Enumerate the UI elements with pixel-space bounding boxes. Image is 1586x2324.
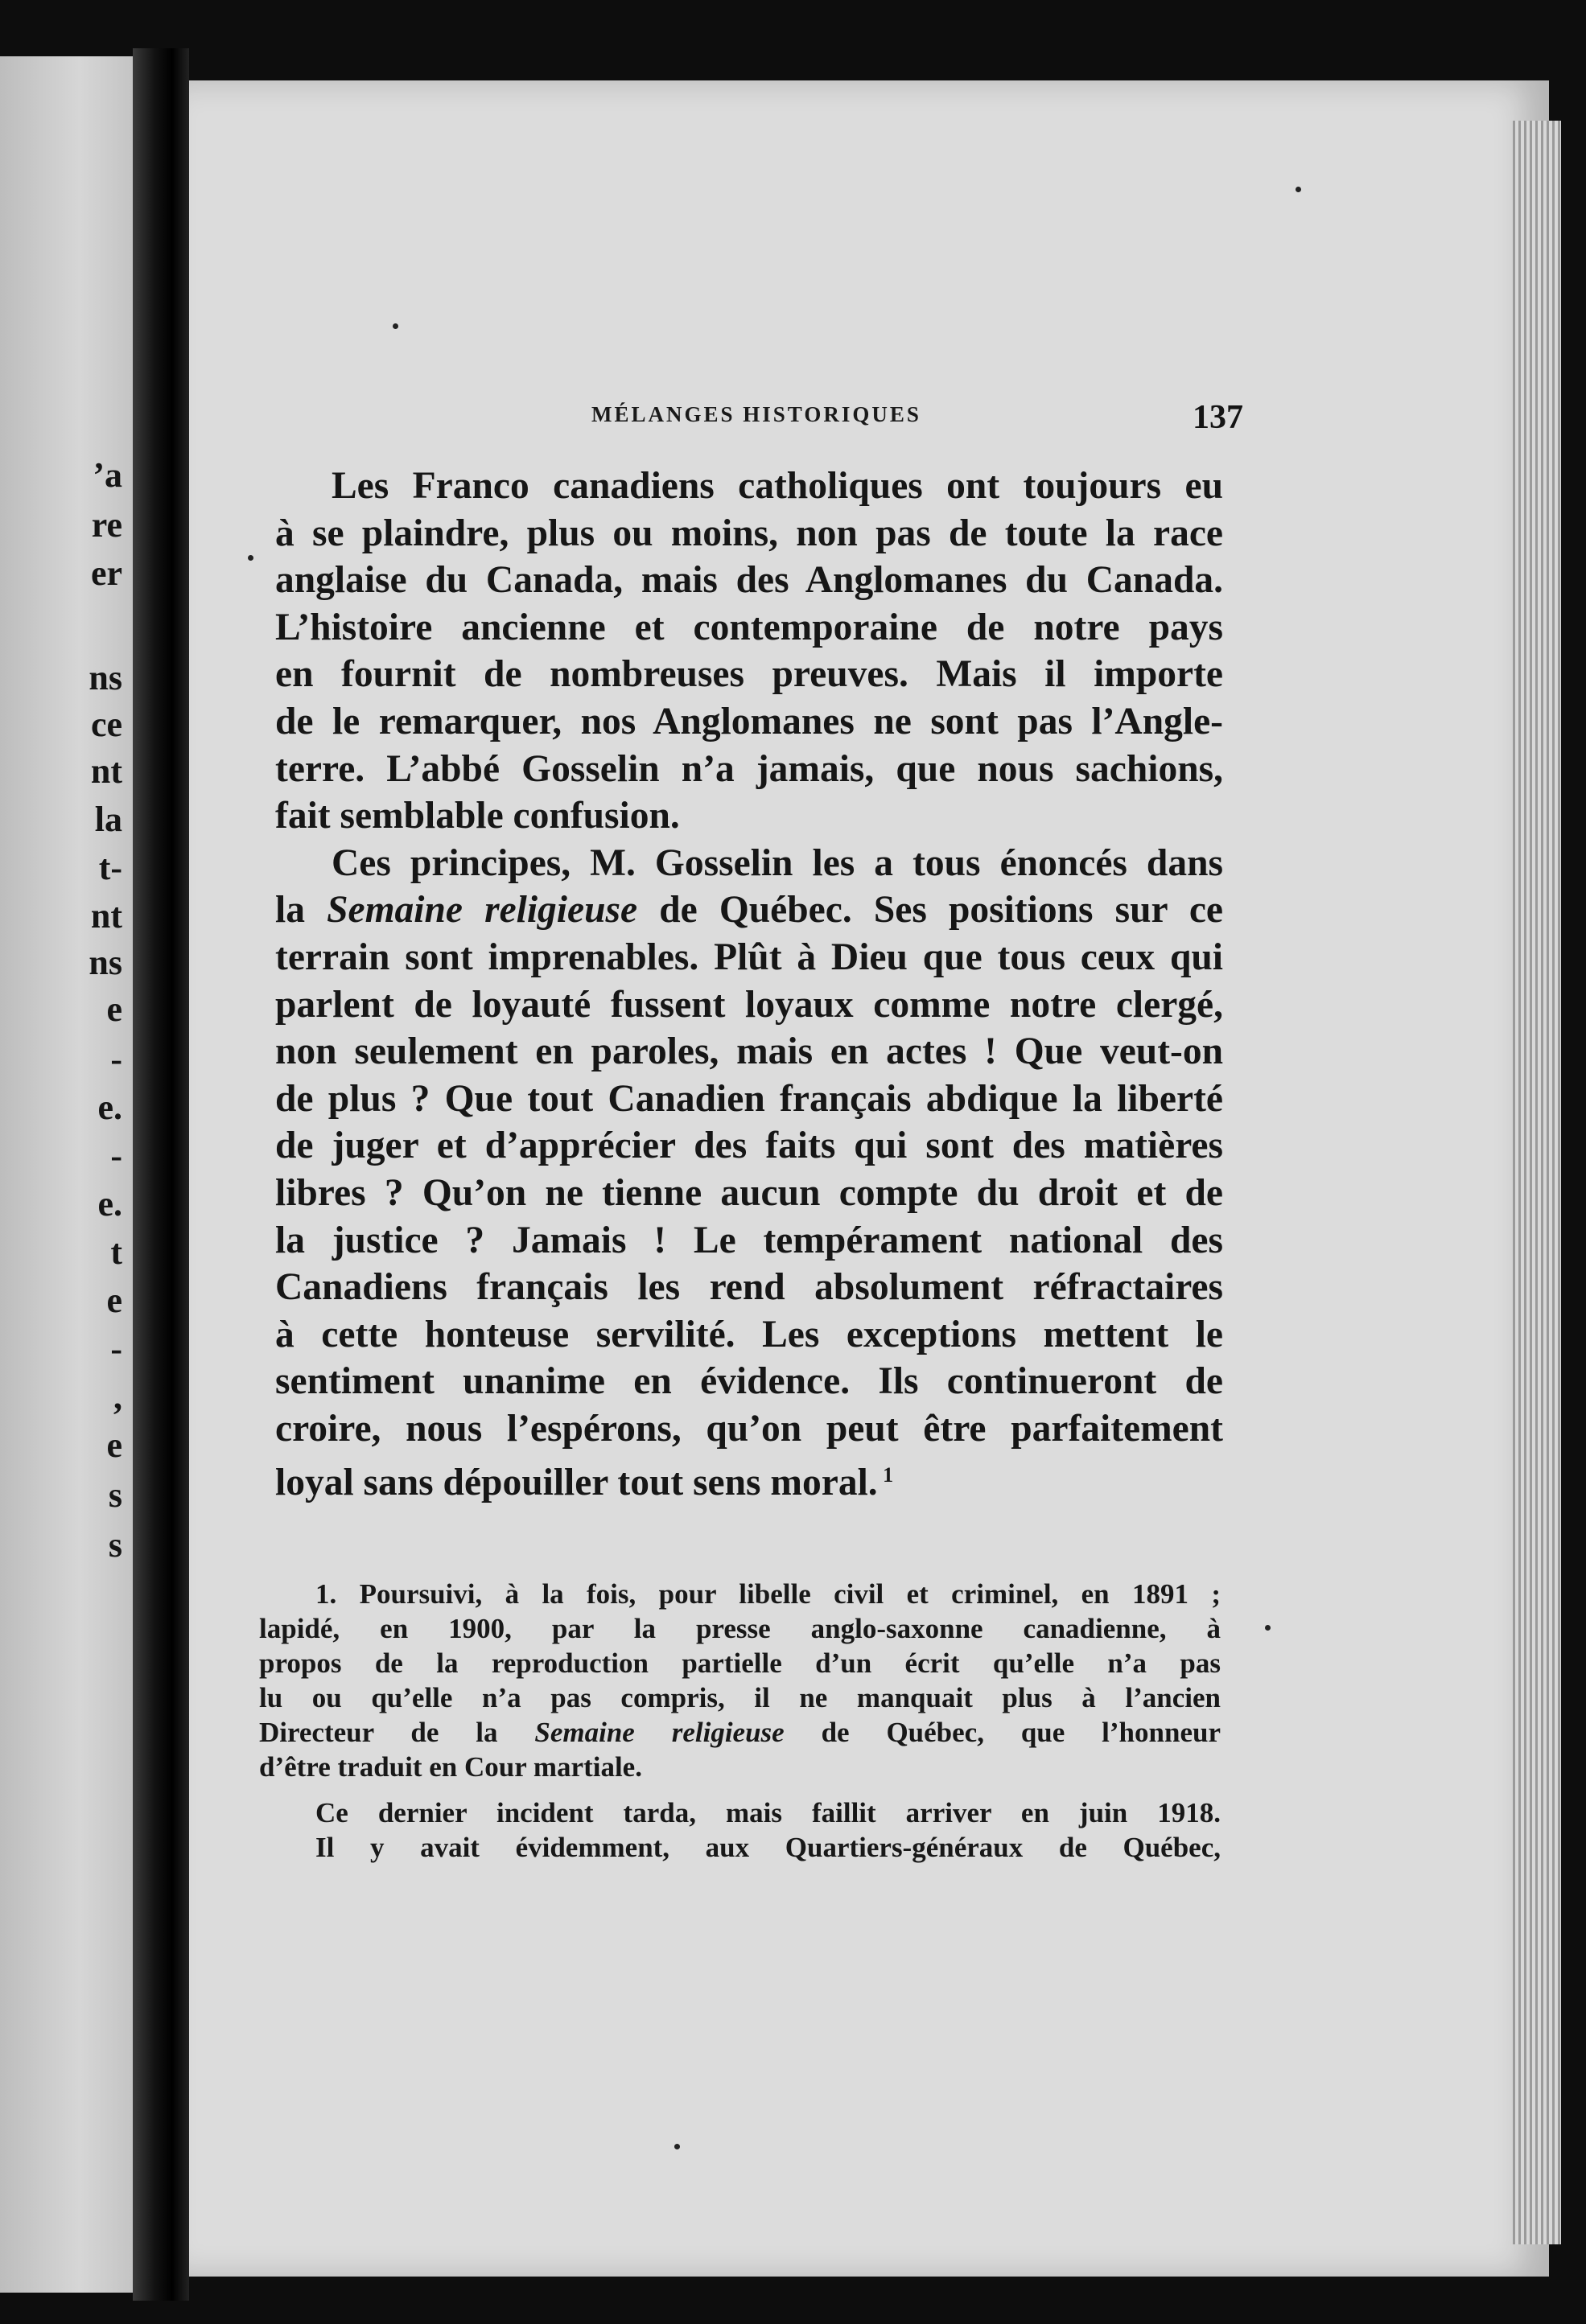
speck <box>1265 1625 1271 1631</box>
footnote-line: propos de la reproduction partielle d’un écrit qu’elle n’a pas <box>259 1647 1221 1679</box>
left-page-fragment: e <box>106 1425 122 1465</box>
left-page-fragment: - <box>110 1039 122 1079</box>
body-line: croire, nous l’espérons, qu’on peut être parfaitement <box>275 1407 1223 1450</box>
left-page-fragment: e. <box>97 1088 122 1127</box>
body-line: loyal sans dépouiller tout sens moral. $^1$ <box>275 1462 894 1504</box>
body-line: terrain sont imprenables. Plût à Dieu que tous ceux qui <box>275 936 1223 978</box>
page-number: 137 <box>1193 399 1243 436</box>
body-line: en fournit de nombreuses preuves. Mais il importe <box>275 653 1223 696</box>
body-line: parlent de loyauté fussent loyaux comme notre clergé, <box>275 983 1223 1026</box>
footnote-line: lapidé, en 1900, par la presse anglo-saxonne canadienne, à <box>259 1613 1221 1644</box>
body-line: terre. L’abbé Gosselin n’a jamais, que nous sachions, <box>275 747 1223 790</box>
footnote-line: d’être traduit en Cour martiale. <box>259 1751 642 1783</box>
left-page-fragment: , <box>113 1377 122 1417</box>
left-page-fragment: t <box>110 1232 122 1272</box>
speck <box>674 2144 680 2149</box>
footnote-line: Ce dernier incident tarda, mais faillit arriver en juin 1918. <box>315 1797 1221 1828</box>
body-line: fait semblable confusion. <box>275 795 680 837</box>
left-page-fragment: t- <box>98 848 122 887</box>
left-page-fragment: e. <box>97 1184 122 1224</box>
left-page-fragment: er <box>90 553 122 593</box>
body-line: la Semaine religieuse de Québec. Ses positions sur ce <box>275 889 1224 932</box>
left-page-fragment: ’a <box>93 455 122 495</box>
body-line: L’histoire ancienne et contemporaine de notre pays <box>275 606 1223 648</box>
left-page-fragment: - <box>110 1329 122 1368</box>
left-page-fragment: - <box>110 1136 122 1175</box>
body-text <box>275 463 1223 1507</box>
left-page-fragment: nt <box>90 896 122 936</box>
body-line: Les Franco canadiens catholiques ont toujours eu <box>332 465 1223 507</box>
body-line: de plus ? Que tout Canadien français abdique la liberté <box>275 1077 1223 1120</box>
left-page-fragment: ce <box>90 705 122 744</box>
footnote-line: 1. Poursuivi, à la fois, pour libelle civil et criminel, en 1891 ; <box>315 1578 1221 1610</box>
left-page-fragment: e <box>106 989 122 1029</box>
left-page-edge <box>0 56 133 2293</box>
left-page-fragment: e <box>106 1281 122 1320</box>
body-line: à cette honteuse servilité. Les exceptions mettent le <box>275 1313 1223 1355</box>
left-page-fragment: re <box>91 505 122 545</box>
footnotes <box>259 1577 1221 1865</box>
body-line: à se plaindre, plus ou moins, non pas de toute la race <box>275 512 1223 554</box>
left-page-fragment: s <box>108 1475 122 1515</box>
left-page-fragment: la <box>94 800 122 839</box>
running-header: MÉLANGES HISTORIQUES <box>591 402 921 426</box>
left-page-fragment: ns <box>89 658 122 697</box>
speck <box>393 323 398 329</box>
body-line: de le remarquer, nos Anglomanes ne sont pas l’Angle- <box>275 700 1223 742</box>
footnote-line: Il y avait évidemment, aux Quartiers-généraux de Québec, <box>315 1832 1221 1863</box>
body-line: sentiment unanime en évidence. Ils continueront de <box>275 1360 1223 1403</box>
body-line: anglaise du Canada, mais des Anglomanes du Canada. <box>275 559 1223 602</box>
footnote-line: Directeur de la Semaine religieuse de Québec, que l’honneur <box>259 1717 1221 1748</box>
speck <box>248 555 253 561</box>
body-line: Canadiens français les rend absolument réfractaires <box>275 1266 1223 1309</box>
footnote-line: lu ou qu’elle n’a pas compris, il ne manquait plus à l’ancien <box>259 1682 1221 1713</box>
left-page-fragment: ns <box>89 943 122 982</box>
body-line: de juger et d’apprécier des faits qui sont des matières <box>275 1125 1223 1167</box>
left-page-fragment: nt <box>90 751 122 791</box>
body-line: libres ? Qu’on ne tienne aucun compte du droit et de <box>275 1171 1223 1214</box>
body-line: Ces principes, M. Gosselin les a tous énoncés dans <box>332 841 1223 884</box>
body-line: non seulement en paroles, mais en actes ! Que veut-on <box>275 1030 1223 1073</box>
speck <box>1296 187 1301 192</box>
book-gutter <box>133 48 189 2301</box>
page-stack-edge <box>1513 121 1561 2244</box>
left-page-fragment: s <box>108 1525 122 1565</box>
body-line: la justice ? Jamais ! Le tempérament national des <box>275 1219 1223 1261</box>
footnote-marker: 1 <box>877 1463 894 1487</box>
